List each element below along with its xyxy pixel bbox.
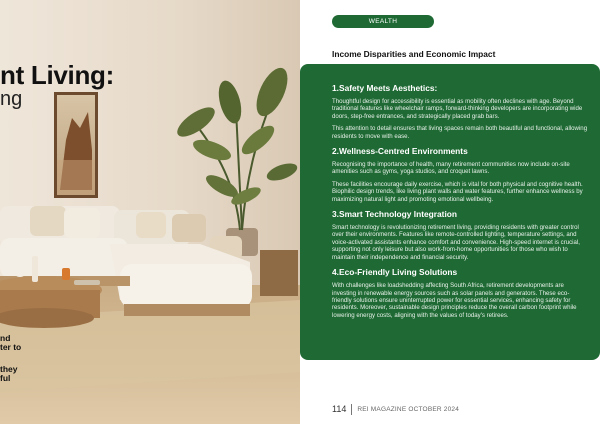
topic-safety <box>332 83 588 140</box>
page-number: 114 <box>332 404 352 415</box>
topic-paragraph: Recognising the importance of health, many retirement communities now include on-site amenities such as gyms, yoga studios, and croquet lawns. <box>332 161 570 176</box>
topic-paragraph: This attention to detail ensures that living spaces remain both beautiful and functional, allowing residents to move with ease. <box>332 125 588 140</box>
topic-title: 2.Wellness-Centred Environments <box>332 146 468 157</box>
topic-smart-tech <box>332 209 588 261</box>
text-fragment: ful <box>0 373 11 383</box>
topic-title: 3.Smart Technology Integration <box>332 209 458 220</box>
text-fragment: ter to <box>0 342 22 352</box>
text-fragment: they <box>0 364 18 374</box>
page-footer <box>332 403 459 415</box>
magazine-name: REI MAGAZINE OCTOBER 2024 <box>357 405 460 413</box>
article-title-fragment: nt Living: <box>0 60 114 90</box>
topic-paragraph: Smart technology is revolutionizing retirement living, providing residents with greater control over their environments. Features like remote-controlled lighting, temperature settings, and voice-activated assistants enhance comfort and convenience. High-speed internet is crucial, supporting not only leisure but also work-from-home opportunities for those who wish to maintain their independence and financial security. <box>332 224 580 261</box>
article-subtitle-fragment: ng <box>0 88 23 110</box>
text-fragment: nd <box>0 333 11 343</box>
topic-eco-friendly <box>332 267 588 319</box>
topic-title: 1.Safety Meets Aesthetics: <box>332 83 438 93</box>
topic-title: 4.Eco-Friendly Living Solutions <box>332 267 458 278</box>
topic-paragraph: Thoughtful design for accessibility is essential as mobility often declines with age. Beyond traditional features like wheelchair ramps, forward-thinking developers are incorporating wide doors, step-free entrances, and strategically placed grab bars. <box>332 98 583 120</box>
topic-wellness <box>332 146 588 203</box>
category-tag: WEALTH <box>332 15 434 28</box>
content-panel <box>300 64 600 360</box>
section-heading: Income Disparities and Economic Impact <box>332 49 496 59</box>
article-page <box>300 0 600 424</box>
topic-paragraph: These facilities encourage daily exercise, which is vital for both physical and cognitive health. Biophilic design trends, like living plant walls and water features, further enhance wellness by maximizing natural light and promoting emotional wellbeing. <box>332 180 583 203</box>
topic-paragraph: With challenges like loadshedding affecting South Africa, retirement developments are investing in renewable energy sources such as solar panels and generators. These eco-friendly solutions ensure uninterrupted power for essential services, enhancing safety for residents. Moreover, sustainable design principles reduce the overall carbon footprint while lowering energy costs, aligning with the values of today's retirees. <box>332 282 577 319</box>
